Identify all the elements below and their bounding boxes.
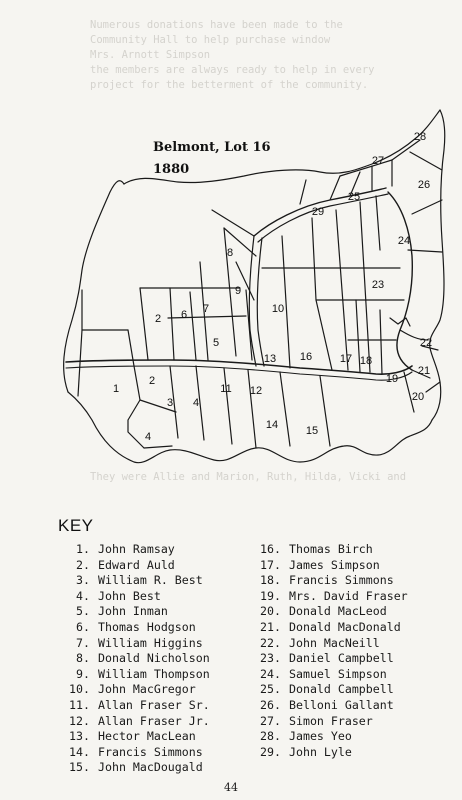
key-entry-name: Belloni Gallant — [289, 697, 394, 712]
key-entry-name: John MacGregor — [98, 682, 196, 697]
lot-label: 23 — [371, 279, 385, 291]
bleed-line: Numerous donations have been made to the — [90, 19, 343, 31]
lot-label: 22 — [419, 337, 433, 349]
key-entry — [243, 682, 408, 698]
shoreline-south — [68, 392, 432, 463]
key-entry-number: 15. — [69, 760, 90, 775]
key-entry-name: Donald MacLeod — [289, 604, 387, 619]
key-column-right — [243, 542, 408, 760]
key-entry-name: Simon Fraser — [289, 713, 373, 728]
key-entry — [52, 542, 210, 558]
key-entry-name: William Thompson — [98, 666, 210, 681]
lot-label: 5 — [212, 337, 220, 349]
lot-label: 4 — [192, 397, 200, 409]
key-entry-name: James Yeo — [289, 729, 352, 744]
key-entry-name: Thomas Birch — [289, 542, 373, 556]
key-entry-number: 23. — [260, 651, 281, 666]
map-year: 1880 — [150, 162, 192, 177]
key-entry-number: 29. — [260, 744, 281, 759]
lot-label: 12 — [249, 385, 263, 397]
key-entry-number: 19. — [260, 588, 281, 603]
lot-label: 20 — [411, 391, 425, 403]
lot-label: 4 — [144, 431, 152, 443]
lot-label: 15 — [305, 425, 319, 437]
lot-label: 9 — [234, 285, 242, 297]
key-entry-name: Allan Fraser Sr. — [98, 697, 210, 712]
key-entry-name: Allan Fraser Jr. — [98, 713, 210, 728]
key-entry-number: 28. — [260, 729, 281, 744]
key-entry — [52, 558, 210, 574]
key-entry — [52, 573, 210, 589]
key-entry — [52, 589, 210, 605]
key-entry — [243, 745, 408, 761]
lot-label: 21 — [417, 365, 431, 377]
bleed-line: Mrs. Arnott Simpson — [90, 49, 211, 61]
key-entry-name: John Inman — [98, 604, 168, 619]
lot-label: 2 — [148, 375, 156, 387]
lot-label: 10 — [271, 303, 285, 315]
key-entry — [243, 714, 408, 730]
key-entry-number: 22. — [260, 635, 281, 650]
key-entry-number: 3. — [76, 573, 90, 588]
key-entry-number: 24. — [260, 666, 281, 681]
key-entry — [52, 698, 210, 714]
key-entry — [243, 651, 408, 667]
key-entry — [243, 698, 408, 714]
key-entry-name: John Ramsay — [98, 542, 175, 556]
key-entry-name: Daniel Campbell — [289, 651, 394, 666]
bleed-line: the members are always ready to help in every — [90, 64, 375, 76]
lot-label: 19 — [385, 373, 399, 385]
key-entry-name: John Best — [98, 588, 161, 603]
key-entry — [52, 682, 210, 698]
key-entry-name: Thomas Hodgson — [98, 619, 196, 634]
key-entry-number: 8. — [76, 651, 90, 666]
key-entry-number: 1. — [76, 542, 90, 556]
key-entry — [243, 667, 408, 683]
key-entry — [52, 745, 210, 761]
key-entry-name: Mrs. David Fraser — [289, 588, 408, 603]
key-entry — [52, 729, 210, 745]
key-entry — [243, 636, 408, 652]
key-entry-name: Donald MacDonald — [289, 619, 401, 634]
key-entry-name: Francis Simmons — [98, 744, 203, 759]
key-entry-number: 12. — [69, 713, 90, 728]
key-entry-number: 6. — [76, 619, 90, 634]
key-entry — [243, 573, 408, 589]
key-entry-number: 21. — [260, 619, 281, 634]
key-entry-name: Donald Campbell — [289, 682, 394, 697]
lot-label: 17 — [339, 353, 353, 365]
lot-label: 3 — [166, 397, 174, 409]
lot-label: 13 — [263, 353, 277, 365]
key-entry-name: Samuel Simpson — [289, 666, 387, 681]
key-entry-number: 2. — [76, 557, 90, 572]
key-entry-name: John MacDougald — [98, 760, 203, 775]
lot-label: 11 — [220, 383, 232, 395]
key-entry — [52, 714, 210, 730]
bleed-line: They were Allie and Marion, Ruth, Hilda, Vicki and — [90, 471, 407, 483]
key-entry-number: 18. — [260, 573, 281, 588]
key-entry — [52, 760, 210, 776]
key-entry-number: 7. — [76, 635, 90, 650]
map-title: Belmont, Lot 16 — [150, 140, 274, 155]
lot-label: 28 — [413, 131, 427, 143]
key-entry-number: 5. — [76, 604, 90, 619]
lot-label: 26 — [417, 179, 431, 191]
bleed-line: Community Hall to help purchase window — [90, 34, 331, 46]
page-number: 44 — [224, 781, 238, 794]
lot-label: 8 — [226, 247, 234, 259]
key-entry-number: 10. — [69, 682, 90, 697]
key-entry-name: Francis Simmons — [289, 573, 394, 588]
key-entry-name: John Lyle — [289, 744, 352, 759]
key-entry — [243, 542, 408, 558]
lot-label: 29 — [311, 206, 325, 218]
lot-label: 6 — [180, 309, 188, 321]
key-entry-number: 14. — [69, 744, 90, 759]
key-column-left — [52, 542, 210, 776]
key-entry — [243, 558, 408, 574]
key-entry — [52, 620, 210, 636]
lot-label: 7 — [202, 303, 210, 315]
key-entry-number: 16. — [260, 542, 281, 556]
key-entry-number: 13. — [69, 729, 90, 744]
lot-label: 24 — [397, 235, 411, 247]
key-entry-name: James Simpson — [289, 557, 380, 572]
key-entry — [52, 636, 210, 652]
east-loop-road — [388, 192, 412, 370]
key-entry-number: 25. — [260, 682, 281, 697]
key-entry-name: Edward Auld — [98, 557, 175, 572]
key-entry-number: 11. — [69, 697, 90, 712]
lot-label: 18 — [359, 355, 373, 367]
lot-label: 25 — [347, 191, 361, 203]
key-entry — [52, 604, 210, 620]
key-entry-name: Hector MacLean — [98, 729, 196, 744]
key-heading: KEY — [58, 516, 94, 535]
key-entry-number: 20. — [260, 604, 281, 619]
key-entry-name: Donald Nicholson — [98, 651, 210, 666]
key-entry — [243, 604, 408, 620]
key-entry-number: 26. — [260, 697, 281, 712]
key-entry-number: 9. — [76, 666, 90, 681]
key-entry — [52, 667, 210, 683]
key-entry — [243, 620, 408, 636]
key-entry — [243, 729, 408, 745]
key-entry — [52, 651, 210, 667]
key-entry-name: John MacNeill — [289, 635, 380, 650]
key-entry-number: 4. — [76, 588, 90, 603]
key-entry-number: 27. — [260, 713, 281, 728]
lot-label: 16 — [299, 351, 313, 363]
lot-label: 27 — [371, 155, 385, 167]
key-entry-number: 17. — [260, 557, 281, 572]
key-entry-name: William R. Best — [98, 573, 203, 588]
bleed-line: project for the betterment of the community. — [90, 79, 369, 91]
lot-label: 1 — [112, 383, 120, 395]
key-entry — [243, 589, 408, 605]
shoreline-east — [430, 110, 445, 420]
key-entry-name: William Higgins — [98, 635, 203, 650]
lot-label: 2 — [154, 313, 162, 325]
lot-label: 14 — [265, 419, 279, 431]
